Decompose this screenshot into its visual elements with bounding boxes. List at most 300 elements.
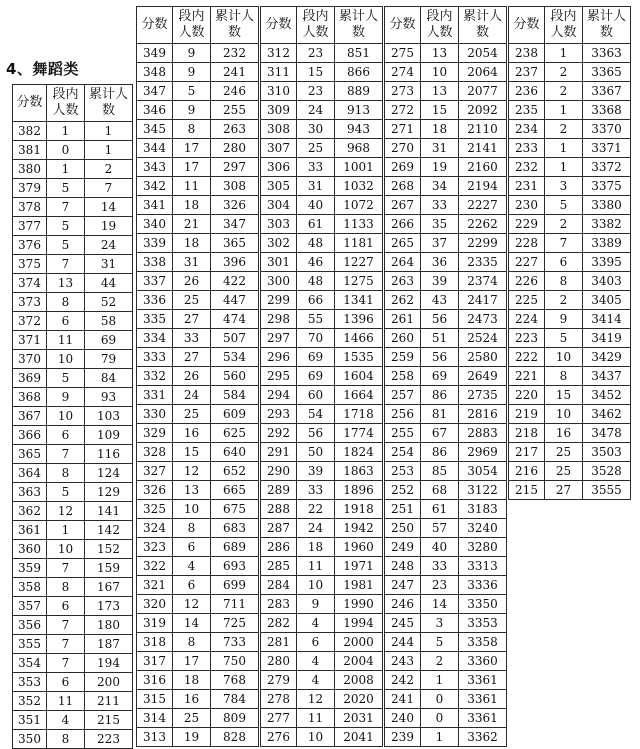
- table-row: [385, 386, 507, 405]
- section-title: 4、舞蹈类: [6, 60, 79, 78]
- cumulative-count-cell: 3350: [459, 595, 507, 614]
- segment-count-cell: 12: [173, 462, 211, 481]
- score-cell: 304: [261, 196, 297, 215]
- cumulative-count-cell: 2227: [459, 196, 507, 215]
- table-header-row: [13, 85, 133, 122]
- cumulative-count-cell: 3336: [459, 576, 507, 595]
- segment-count-cell: 12: [297, 690, 335, 709]
- table-row: [261, 614, 383, 633]
- score-cell: 364: [13, 464, 47, 483]
- score-cell: 331: [137, 386, 173, 405]
- score-cell: 371: [13, 331, 47, 350]
- table-row: [509, 196, 631, 215]
- segment-count-cell: 7: [47, 635, 85, 654]
- score-cell: 245: [385, 614, 421, 633]
- segment-count-cell: 25: [173, 709, 211, 728]
- cumulative-count-cell: 2064: [459, 63, 507, 82]
- cumulative-count-cell: 447: [211, 291, 259, 310]
- segment-count-cell: 40: [421, 538, 459, 557]
- score-cell: 374: [13, 274, 47, 293]
- segment-count-cell: 8: [47, 578, 85, 597]
- table-row: [13, 407, 133, 426]
- score-cell: 350: [13, 730, 47, 749]
- segment-count-cell: 5: [173, 82, 211, 101]
- cumulative-count-cell: 2054: [459, 44, 507, 63]
- cumulative-count-cell: 2194: [459, 177, 507, 196]
- cumulative-count-cell: 2969: [459, 443, 507, 462]
- table-row: [137, 367, 259, 386]
- cumulative-count-cell: 2649: [459, 367, 507, 386]
- table-row: [137, 63, 259, 82]
- cumulative-count-cell: 2816: [459, 405, 507, 424]
- segment-count-cell: 85: [421, 462, 459, 481]
- segment-count-cell: 15: [421, 101, 459, 120]
- segment-count-cell: 5: [47, 483, 85, 502]
- cumulative-count-cell: 1275: [335, 272, 383, 291]
- segment-count-cell: 33: [421, 557, 459, 576]
- cumulative-count-cell: 3503: [583, 443, 631, 462]
- segment-count-cell: 6: [173, 538, 211, 557]
- cumulative-count-cell: 297: [211, 158, 259, 177]
- table-row: [509, 253, 631, 272]
- table-row: [385, 671, 507, 690]
- score-cell: 238: [509, 44, 545, 63]
- score-cell: 256: [385, 405, 421, 424]
- header-cumulative: 累计人数: [85, 85, 133, 122]
- score-cell: 352: [13, 692, 47, 711]
- score-cell: 355: [13, 635, 47, 654]
- cumulative-count-cell: 809: [211, 709, 259, 728]
- segment-count-cell: 17: [173, 158, 211, 177]
- cumulative-count-cell: 3380: [583, 196, 631, 215]
- cumulative-count-cell: 2580: [459, 348, 507, 367]
- table-row: [509, 44, 631, 63]
- segment-count-cell: 18: [173, 234, 211, 253]
- score-cell: 333: [137, 348, 173, 367]
- segment-count-cell: 5: [47, 236, 85, 255]
- cumulative-count-cell: 1466: [335, 329, 383, 348]
- cumulative-count-cell: 1896: [335, 481, 383, 500]
- table-row: [385, 614, 507, 633]
- segment-count-cell: 55: [297, 310, 335, 329]
- score-cell: 222: [509, 348, 545, 367]
- score-cell: 229: [509, 215, 545, 234]
- segment-count-cell: 23: [297, 44, 335, 63]
- cumulative-count-cell: 699: [211, 576, 259, 595]
- score-cell: 265: [385, 234, 421, 253]
- table-row: [261, 291, 383, 310]
- table-row: [137, 196, 259, 215]
- cumulative-count-cell: 768: [211, 671, 259, 690]
- cumulative-count-cell: 652: [211, 462, 259, 481]
- header-cumulative: 累计人数: [459, 7, 507, 44]
- segment-count-cell: 5: [421, 633, 459, 652]
- segment-count-cell: 10: [47, 350, 85, 369]
- score-cell: 325: [137, 500, 173, 519]
- table-row: [137, 177, 259, 196]
- header-score: 分数: [137, 7, 173, 44]
- table-row: [261, 728, 383, 747]
- cumulative-count-cell: 3419: [583, 329, 631, 348]
- cumulative-count-cell: 534: [211, 348, 259, 367]
- segment-count-cell: 51: [421, 329, 459, 348]
- segment-count-cell: 23: [421, 576, 459, 595]
- score-cell: 278: [261, 690, 297, 709]
- score-cell: 376: [13, 236, 47, 255]
- cumulative-count-cell: 1942: [335, 519, 383, 538]
- table-row: [385, 348, 507, 367]
- score-cell: 272: [385, 101, 421, 120]
- segment-count-cell: 6: [47, 312, 85, 331]
- segment-count-cell: 13: [47, 274, 85, 293]
- table-row: [261, 82, 383, 101]
- table-row: [137, 633, 259, 652]
- table-row: [137, 234, 259, 253]
- score-cell: 242: [385, 671, 421, 690]
- segment-count-cell: 8: [47, 464, 85, 483]
- score-cell: 267: [385, 196, 421, 215]
- cumulative-count-cell: 675: [211, 500, 259, 519]
- segment-count-cell: 70: [297, 329, 335, 348]
- table-row: [261, 633, 383, 652]
- score-cell: 215: [509, 481, 545, 500]
- segment-count-cell: 0: [47, 141, 85, 160]
- cumulative-count-cell: 194: [85, 654, 133, 673]
- segment-count-cell: 19: [173, 728, 211, 747]
- score-cell: 360: [13, 540, 47, 559]
- table-row: [13, 692, 133, 711]
- cumulative-count-cell: 3367: [583, 82, 631, 101]
- table-row: [385, 481, 507, 500]
- table-row: [261, 519, 383, 538]
- table-row: [385, 139, 507, 158]
- table-row: [509, 234, 631, 253]
- score-cell: 345: [137, 120, 173, 139]
- cumulative-count-cell: 2077: [459, 82, 507, 101]
- table-row: [509, 367, 631, 386]
- cumulative-count-cell: 84: [85, 369, 133, 388]
- segment-count-cell: 4: [173, 557, 211, 576]
- table-row: [261, 234, 383, 253]
- segment-count-cell: 10: [545, 348, 583, 367]
- cumulative-count-cell: 2299: [459, 234, 507, 253]
- score-cell: 370: [13, 350, 47, 369]
- score-cell: 327: [137, 462, 173, 481]
- score-cell: 310: [261, 82, 297, 101]
- table-row: [261, 538, 383, 557]
- segment-count-cell: 5: [47, 217, 85, 236]
- cumulative-count-cell: 3361: [459, 671, 507, 690]
- segment-count-cell: 1: [545, 44, 583, 63]
- segment-count-cell: 9: [47, 388, 85, 407]
- cumulative-count-cell: 3183: [459, 500, 507, 519]
- segment-count-cell: 10: [173, 500, 211, 519]
- score-cell: 258: [385, 367, 421, 386]
- score-cell: 286: [261, 538, 297, 557]
- score-cell: 365: [13, 445, 47, 464]
- cumulative-count-cell: 1824: [335, 443, 383, 462]
- score-cell: 276: [261, 728, 297, 747]
- table-row: [13, 255, 133, 274]
- cumulative-count-cell: 1072: [335, 196, 383, 215]
- segment-count-cell: 39: [297, 462, 335, 481]
- table-row: [137, 310, 259, 329]
- score-cell: 324: [137, 519, 173, 538]
- cumulative-count-cell: 584: [211, 386, 259, 405]
- segment-count-cell: 14: [173, 614, 211, 633]
- score-cell: 358: [13, 578, 47, 597]
- table-row: [137, 652, 259, 671]
- segment-count-cell: 27: [545, 481, 583, 500]
- score-table-5: [508, 6, 631, 500]
- table-row: [261, 329, 383, 348]
- cumulative-count-cell: 2000: [335, 633, 383, 652]
- score-cell: 292: [261, 424, 297, 443]
- segment-count-cell: 0: [421, 709, 459, 728]
- cumulative-count-cell: 3370: [583, 120, 631, 139]
- score-cell: 216: [509, 462, 545, 481]
- cumulative-count-cell: 2883: [459, 424, 507, 443]
- segment-count-cell: 6: [47, 673, 85, 692]
- segment-count-cell: 27: [173, 348, 211, 367]
- cumulative-count-cell: 3372: [583, 158, 631, 177]
- cumulative-count-cell: 3403: [583, 272, 631, 291]
- score-cell: 248: [385, 557, 421, 576]
- cumulative-count-cell: 2524: [459, 329, 507, 348]
- cumulative-count-cell: 665: [211, 481, 259, 500]
- score-cell: 284: [261, 576, 297, 595]
- table-row: [509, 424, 631, 443]
- cumulative-count-cell: 1994: [335, 614, 383, 633]
- table-row: [385, 63, 507, 82]
- segment-count-cell: 0: [421, 690, 459, 709]
- score-cell: 266: [385, 215, 421, 234]
- score-cell: 301: [261, 253, 297, 272]
- segment-count-cell: 50: [297, 443, 335, 462]
- table-row: [261, 557, 383, 576]
- segment-count-cell: 8: [47, 293, 85, 312]
- table-row: [137, 519, 259, 538]
- score-cell: 275: [385, 44, 421, 63]
- table-header-row: [509, 7, 631, 44]
- segment-count-cell: 33: [297, 481, 335, 500]
- score-cell: 287: [261, 519, 297, 538]
- score-cell: 349: [137, 44, 173, 63]
- header-segment: 段内人数: [545, 7, 583, 44]
- table-row: [385, 329, 507, 348]
- cumulative-count-cell: 180: [85, 616, 133, 635]
- table-row: [509, 386, 631, 405]
- table-row: [261, 177, 383, 196]
- score-cell: 361: [13, 521, 47, 540]
- table-header-row: [137, 7, 259, 44]
- table-row: [137, 348, 259, 367]
- segment-count-cell: 9: [173, 101, 211, 120]
- cumulative-count-cell: 347: [211, 215, 259, 234]
- table-row: [137, 728, 259, 747]
- score-cell: 270: [385, 139, 421, 158]
- segment-count-cell: 39: [421, 272, 459, 291]
- score-cell: 363: [13, 483, 47, 502]
- table-row: [261, 576, 383, 595]
- segment-count-cell: 33: [421, 196, 459, 215]
- score-cell: 346: [137, 101, 173, 120]
- table-row: [137, 82, 259, 101]
- score-cell: 277: [261, 709, 297, 728]
- table-row: [261, 253, 383, 272]
- table-row: [261, 44, 383, 63]
- table-header-row: [385, 7, 507, 44]
- score-cell: 247: [385, 576, 421, 595]
- table-row: [385, 310, 507, 329]
- cumulative-count-cell: 109: [85, 426, 133, 445]
- header-segment: 段内人数: [297, 7, 335, 44]
- table-row: [385, 500, 507, 519]
- score-cell: 311: [261, 63, 297, 82]
- segment-count-cell: 10: [421, 63, 459, 82]
- cumulative-count-cell: 689: [211, 538, 259, 557]
- cumulative-count-cell: 3361: [459, 690, 507, 709]
- table-row: [137, 291, 259, 310]
- segment-count-cell: 1: [47, 122, 85, 141]
- segment-count-cell: 37: [421, 234, 459, 253]
- table-row: [137, 690, 259, 709]
- segment-count-cell: 17: [173, 139, 211, 158]
- cumulative-count-cell: 1990: [335, 595, 383, 614]
- score-cell: 228: [509, 234, 545, 253]
- table-row: [509, 291, 631, 310]
- cumulative-count-cell: 1774: [335, 424, 383, 443]
- score-cell: 319: [137, 614, 173, 633]
- table-row: [13, 654, 133, 673]
- segment-count-cell: 35: [421, 215, 459, 234]
- score-cell: 326: [137, 481, 173, 500]
- table-row: [385, 424, 507, 443]
- table-row: [13, 293, 133, 312]
- table-row: [261, 386, 383, 405]
- cumulative-count-cell: 58: [85, 312, 133, 331]
- table-row: [261, 196, 383, 215]
- table-row: [13, 730, 133, 749]
- segment-count-cell: 56: [421, 348, 459, 367]
- table-row: [137, 101, 259, 120]
- score-cell: 347: [137, 82, 173, 101]
- score-cell: 226: [509, 272, 545, 291]
- score-cell: 246: [385, 595, 421, 614]
- segment-count-cell: 24: [297, 101, 335, 120]
- table-row: [385, 101, 507, 120]
- score-cell: 282: [261, 614, 297, 633]
- table-row: [385, 253, 507, 272]
- score-cell: 308: [261, 120, 297, 139]
- table-row: [385, 367, 507, 386]
- score-cell: 227: [509, 253, 545, 272]
- cumulative-count-cell: 3452: [583, 386, 631, 405]
- cumulative-count-cell: 2008: [335, 671, 383, 690]
- cumulative-count-cell: 1604: [335, 367, 383, 386]
- cumulative-count-cell: 2735: [459, 386, 507, 405]
- cumulative-count-cell: 866: [335, 63, 383, 82]
- score-cell: 366: [13, 426, 47, 445]
- segment-count-cell: 81: [421, 405, 459, 424]
- score-cell: 260: [385, 329, 421, 348]
- table-row: [385, 709, 507, 728]
- cumulative-count-cell: 2335: [459, 253, 507, 272]
- segment-count-cell: 13: [421, 44, 459, 63]
- table-row: [13, 426, 133, 445]
- segment-count-cell: 6: [47, 597, 85, 616]
- segment-count-cell: 21: [173, 215, 211, 234]
- table-row: [385, 595, 507, 614]
- segment-count-cell: 33: [173, 329, 211, 348]
- segment-count-cell: 24: [173, 386, 211, 405]
- score-cell: 320: [137, 595, 173, 614]
- cumulative-count-cell: 784: [211, 690, 259, 709]
- segment-count-cell: 23: [297, 82, 335, 101]
- cumulative-count-cell: 187: [85, 635, 133, 654]
- header-segment: 段内人数: [173, 7, 211, 44]
- score-cell: 231: [509, 177, 545, 196]
- header-segment: 段内人数: [421, 7, 459, 44]
- segment-count-cell: 18: [173, 671, 211, 690]
- segment-count-cell: 2: [545, 63, 583, 82]
- cumulative-count-cell: 609: [211, 405, 259, 424]
- score-cell: 382: [13, 122, 47, 141]
- cumulative-count-cell: 1: [85, 141, 133, 160]
- table-row: [509, 405, 631, 424]
- score-cell: 230: [509, 196, 545, 215]
- cumulative-count-cell: 3555: [583, 481, 631, 500]
- header-score: 分数: [261, 7, 297, 44]
- table-row: [509, 120, 631, 139]
- score-cell: 224: [509, 310, 545, 329]
- cumulative-count-cell: 24: [85, 236, 133, 255]
- segment-count-cell: 25: [545, 443, 583, 462]
- table-row: [509, 329, 631, 348]
- cumulative-count-cell: 103: [85, 407, 133, 426]
- table-row: [13, 122, 133, 141]
- cumulative-count-cell: 968: [335, 139, 383, 158]
- table-row: [509, 272, 631, 291]
- table-row: [13, 559, 133, 578]
- table-row: [385, 215, 507, 234]
- segment-count-cell: 18: [173, 196, 211, 215]
- table-row: [385, 576, 507, 595]
- table-row: [13, 331, 133, 350]
- cumulative-count-cell: 3353: [459, 614, 507, 633]
- score-cell: 273: [385, 82, 421, 101]
- cumulative-count-cell: 159: [85, 559, 133, 578]
- score-cell: 332: [137, 367, 173, 386]
- table-row: [385, 234, 507, 253]
- table-row: [137, 44, 259, 63]
- segment-count-cell: 3: [545, 177, 583, 196]
- segment-count-cell: 60: [297, 386, 335, 405]
- segment-count-cell: 6: [47, 426, 85, 445]
- cumulative-count-cell: 889: [335, 82, 383, 101]
- cumulative-count-cell: 2041: [335, 728, 383, 747]
- cumulative-count-cell: 1971: [335, 557, 383, 576]
- cumulative-count-cell: 31: [85, 255, 133, 274]
- segment-count-cell: 2: [545, 82, 583, 101]
- table-row: [509, 310, 631, 329]
- score-cell: 263: [385, 272, 421, 291]
- cumulative-count-cell: 2: [85, 160, 133, 179]
- segment-count-cell: 7: [47, 559, 85, 578]
- table-row: [137, 500, 259, 519]
- segment-count-cell: 1: [545, 101, 583, 120]
- segment-count-cell: 25: [173, 405, 211, 424]
